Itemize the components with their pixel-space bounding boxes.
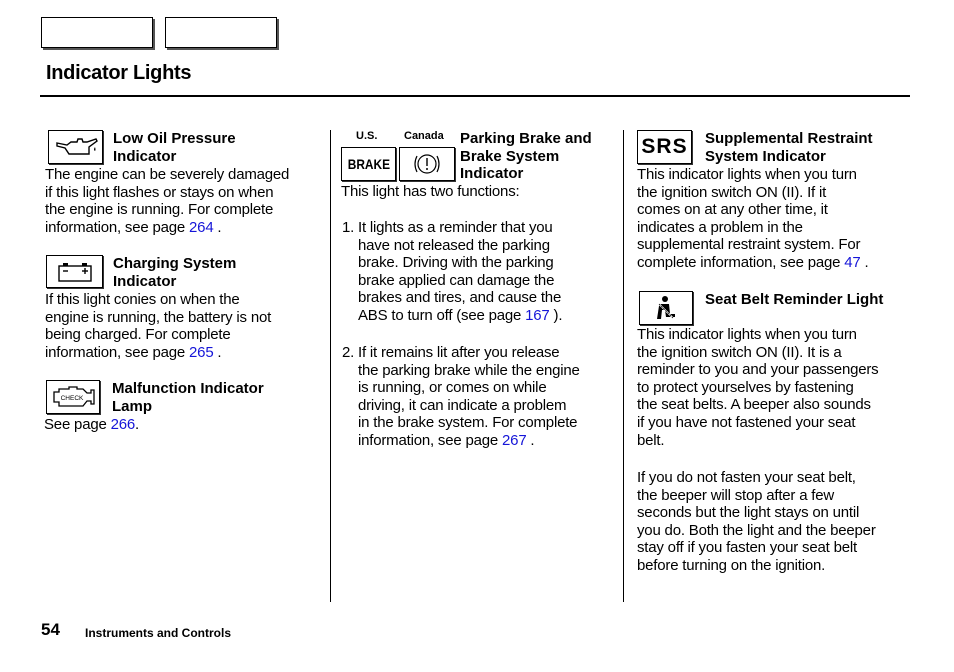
item1-ref-prefix: ABS to turn off (see page <box>358 307 526 324</box>
srs-ref-suffix: . <box>860 254 869 271</box>
charging-heading-line1: Charging System <box>113 255 237 272</box>
oil-ref-suffix: . <box>213 218 222 236</box>
srs-text-line: supplemental restraint system. For <box>637 236 861 254</box>
seat-belt-icon <box>639 291 693 325</box>
list-text-line: If it remains lit after you release <box>358 344 560 361</box>
brake-heading-line3: Indicator <box>460 165 524 182</box>
srs-icon-text: SRS <box>641 135 688 158</box>
list-text-line: have not released the parking <box>358 236 550 254</box>
brake-icon-text: BRAKE <box>347 156 390 172</box>
title-rule <box>40 95 910 97</box>
column-divider-2 <box>623 130 624 602</box>
srs-reference-line <box>637 254 869 272</box>
oil-text-line: if this light flashes or stays on when <box>45 183 274 201</box>
srs-text-line: indicates a problem in the <box>637 218 803 236</box>
malfunction-heading-line1: Malfunction Indicator <box>112 380 264 397</box>
canada-label: Canada <box>404 130 444 142</box>
oil-heading-line2: Indicator <box>113 148 177 165</box>
brake-canada-icon <box>399 147 455 181</box>
oil-reference-line <box>45 219 221 237</box>
page-number: 54 <box>41 620 60 639</box>
malfunction-reference-line <box>44 416 139 434</box>
srs-heading-line1: Supplemental Restraint <box>705 130 873 147</box>
charging-reference-line <box>45 344 221 362</box>
oil-heading-line1: Low Oil Pressure <box>113 130 236 147</box>
malfunction-ref-prefix: See page <box>44 416 111 433</box>
belt-text-line: If you do not fasten your seat belt, <box>637 469 856 486</box>
srs-ref-prefix: complete information, see page <box>637 254 845 271</box>
oil-ref-prefix: information, see page <box>45 218 190 236</box>
belt-text-line: reminder to you and your passengers <box>637 361 879 379</box>
oil-text-line: the engine is running. For complete <box>45 201 274 219</box>
nav-button-index[interactable] <box>165 17 277 48</box>
list-text-line: driving, it can indicate a problem <box>358 396 567 414</box>
malfunction-ref-suffix: . <box>135 416 139 433</box>
belt-text-line: stay off if you fasten your seat belt <box>637 539 857 557</box>
page-title: Indicator Lights <box>46 62 192 84</box>
belt-heading: Seat Belt Reminder Light <box>705 291 884 308</box>
item2-ref-suffix: . <box>526 432 535 449</box>
srs-page-link[interactable]: 47 <box>844 254 861 271</box>
srs-text-line: the ignition switch ON (II). If it <box>637 183 827 201</box>
list-reference-line <box>358 307 562 325</box>
brake-us-icon <box>341 147 396 181</box>
belt-text-line: if you have not fastened your seat <box>637 414 856 431</box>
item1-ref-suffix: ). <box>549 307 563 324</box>
belt-text-line: the beeper will stop after a few <box>637 486 835 504</box>
oil-text-line: The engine can be severely damaged <box>45 166 290 183</box>
oil-page-link[interactable]: 264 <box>189 218 214 236</box>
list-text-line: in the brake system. For complete <box>358 414 578 432</box>
belt-text-line: This indicator lights when you turn <box>637 326 857 343</box>
list-text-line: It lights as a reminder that you <box>358 219 553 236</box>
list-number: 2. <box>342 344 355 361</box>
belt-text-line: you do. Both the light and the beeper <box>637 521 876 539</box>
item1-page-link[interactable]: 167 <box>525 307 550 324</box>
check-icon-text: CHECK <box>60 395 84 402</box>
battery-icon <box>46 255 103 288</box>
nav-button-contents[interactable] <box>41 17 153 48</box>
srs-text-line: This indicator lights when you turn <box>637 166 857 183</box>
charging-text-line: engine is running, the battery is not <box>45 308 272 326</box>
srs-icon <box>637 130 692 164</box>
section-name: Instruments and Controls <box>85 626 232 640</box>
brake-list-item-1 <box>342 219 622 329</box>
malfunction-page-link[interactable]: 266 <box>110 416 136 433</box>
srs-heading-line2: System Indicator <box>705 148 826 165</box>
srs-text-line: comes on at any other time, it <box>637 201 828 219</box>
check-engine-icon <box>46 380 100 414</box>
brake-heading-line2: Brake System <box>460 148 560 165</box>
list-text-line: is running, or comes on while <box>358 379 547 397</box>
belt-text-line: the seat belts. A beeper also sounds <box>637 396 871 414</box>
brake-intro: This light has two functions: <box>341 183 520 200</box>
brake-heading-line1: Parking Brake and <box>460 130 592 147</box>
list-number: 1. <box>342 219 355 236</box>
list-text-line: brake applied can damage the <box>358 271 555 289</box>
brake-list-item-2 <box>342 344 622 454</box>
list-text-line: the parking brake while the engine <box>358 361 580 379</box>
charging-heading-line2: Indicator <box>113 273 177 290</box>
us-label: U.S. <box>356 130 378 142</box>
list-reference-line <box>358 432 534 450</box>
oil-can-icon <box>48 130 103 164</box>
column-divider-1 <box>330 130 331 602</box>
belt-text-line: belt. <box>637 431 665 449</box>
charging-ref-suffix: . <box>213 343 222 361</box>
item2-page-link[interactable]: 267 <box>502 432 527 449</box>
belt-text-line: the ignition switch ON (II). It is a <box>637 343 842 361</box>
item2-ref-prefix: information, see page <box>358 432 503 449</box>
list-text-line: brakes and tires, and cause the <box>358 289 562 307</box>
malfunction-heading-line2: Lamp <box>112 398 153 415</box>
belt-text-line: to protect yourselves by fastening <box>637 378 854 396</box>
charging-page-link[interactable]: 265 <box>189 343 214 361</box>
belt-text-line: before turning on the ignition. <box>637 557 826 574</box>
charging-text-line: If this light conies on when the <box>45 291 240 308</box>
belt-text-line: seconds but the light stays on until <box>637 504 860 522</box>
charging-text-line: being charged. For complete <box>45 326 231 344</box>
list-text-line: brake. Driving with the parking <box>358 254 554 272</box>
charging-ref-prefix: information, see page <box>45 343 190 361</box>
